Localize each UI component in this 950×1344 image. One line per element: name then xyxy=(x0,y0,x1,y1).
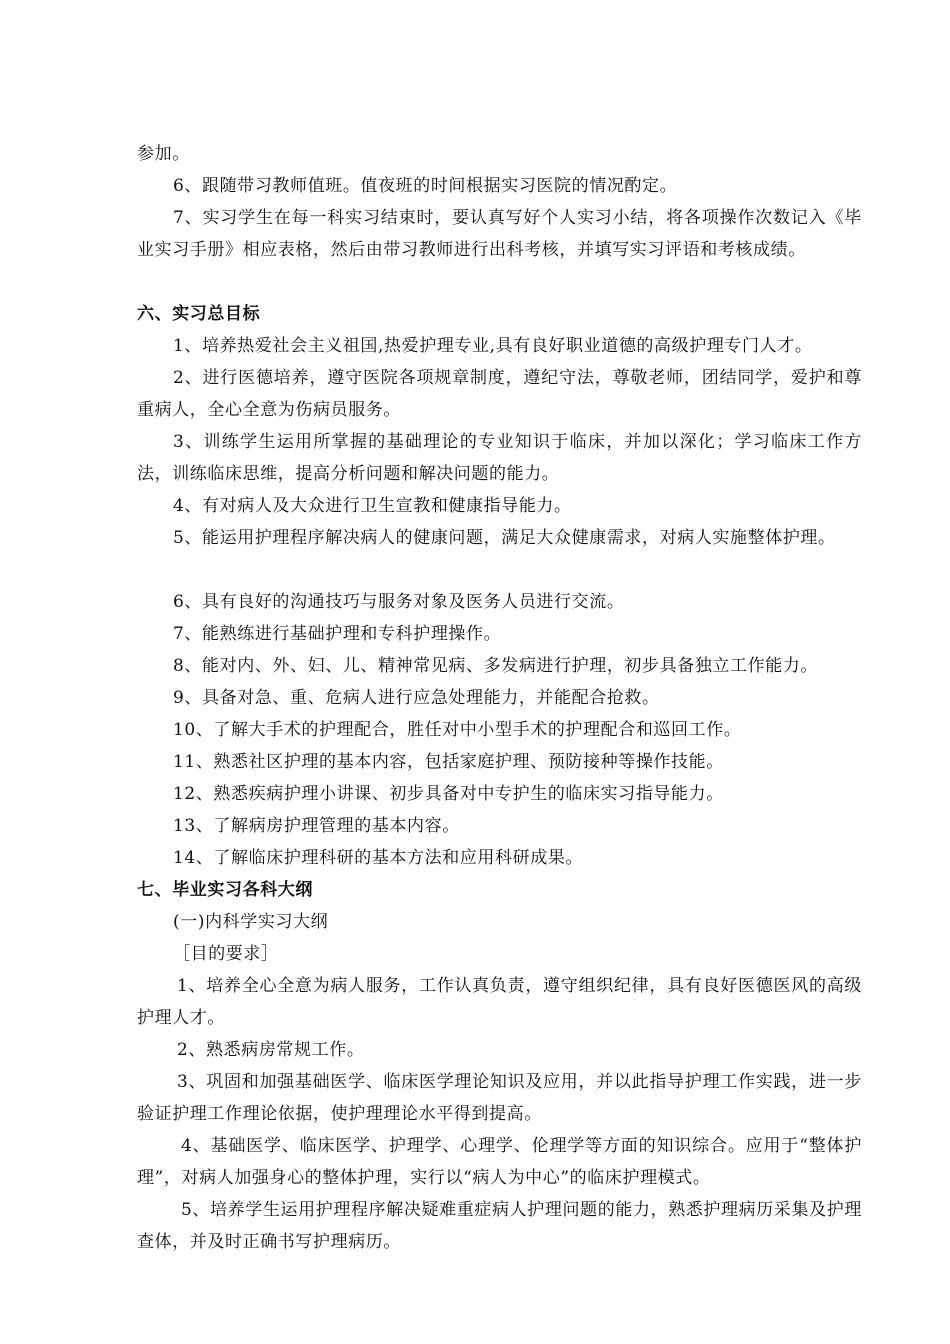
list-item: 7、能熟练进行基础护理和专科护理操作。 xyxy=(173,624,502,644)
list-item: 1、培养全心全意为病人服务，工作认真负责，遵守组织纪律，具有良好医德医风的高级护理人才。 xyxy=(137,976,862,1028)
list-item: 4、有对病人及大众进行卫生宣教和健康指导能力。 xyxy=(173,496,572,516)
list-item: 3、巩固和加强基础医学、临床医学理论知识及应用，并以此指导护理工作实践，进一步验证护理工作理论依据，使护理理论水平得到提高。 xyxy=(137,1072,862,1124)
section-heading: 七、毕业实习各科大纲 xyxy=(137,880,313,900)
list-item: 1、培养热爱社会主义祖国,热爱护理专业,具有良好职业道德的高级护理专门人才。 xyxy=(173,336,813,356)
section-heading: 六、实习总目标 xyxy=(137,304,261,324)
list-item: 9、具备对急、重、危病人进行应急处理能力，并能配合抢救。 xyxy=(173,688,660,708)
subsection-label: ［目的要求］ xyxy=(173,944,279,964)
list-item: 2、熟悉病房常规工作。 xyxy=(177,1040,365,1060)
list-item: 13、了解病房护理管理的基本内容。 xyxy=(173,816,460,836)
list-item: 12、熟悉疾病护理小讲课、初步具备对中专护生的临床实习指导能力。 xyxy=(173,784,724,804)
list-item: 11、熟悉社区护理的基本内容，包括家庭护理、预防接种等操作技能。 xyxy=(173,752,724,772)
list-item: 5、培养学生运用护理程序解决疑难重症病人护理问题的能力，熟悉护理病历采集及护理查体，并及时正确书写护理病历。 xyxy=(137,1200,862,1252)
list-item: 5、能运用护理程序解决病人的健康问题，满足大众健康需求，对病人实施整体护理。 xyxy=(173,528,836,548)
list-item: 3、训练学生运用所掌握的基础理论的专业知识于临床，并加以深化；学习临床工作方法，训练临床思维，提高分析问题和解决问题的能力。 xyxy=(137,432,862,484)
paragraph: 参加。 xyxy=(137,144,190,164)
list-item: 4、基础医学、临床医学、护理学、心理学、伦理学等方面的知识综合。应用于“整体护理”，对病人加强身心的整体护理，实行以“病人为中心”的临床护理模式。 xyxy=(137,1136,862,1188)
list-item: 8、能对内、外、妇、儿、精神常见病、多发病进行护理，初步具备独立工作能力。 xyxy=(173,656,819,676)
list-item: 14、了解临床护理科研的基本方法和应用科研成果。 xyxy=(173,848,584,868)
paragraph: 6、跟随带习教师值班。值夜班的时间根据实习医院的情况酌定。 xyxy=(173,176,678,196)
list-item: 10、了解大手术的护理配合，胜任对中小型手术的护理配合和巡回工作。 xyxy=(173,720,742,740)
list-item: 6、具有良好的沟通技巧与服务对象及医务人员进行交流。 xyxy=(173,592,625,612)
subsection-title: (一)内科学实习大纲 xyxy=(173,912,329,932)
list-item: 2、进行医德培养，遵守医院各项规章制度，遵纪守法，尊敬老师，团结同学，爱护和尊重病人，全心全意为伤病员服务。 xyxy=(137,368,862,420)
paragraph: 7、实习学生在每一科实习结束时，要认真写好个人实习小结，将各项操作次数记入《毕业实习手册》相应表格，然后由带习教师进行出科考核，并填写实习评语和考核成绩。 xyxy=(137,208,862,260)
